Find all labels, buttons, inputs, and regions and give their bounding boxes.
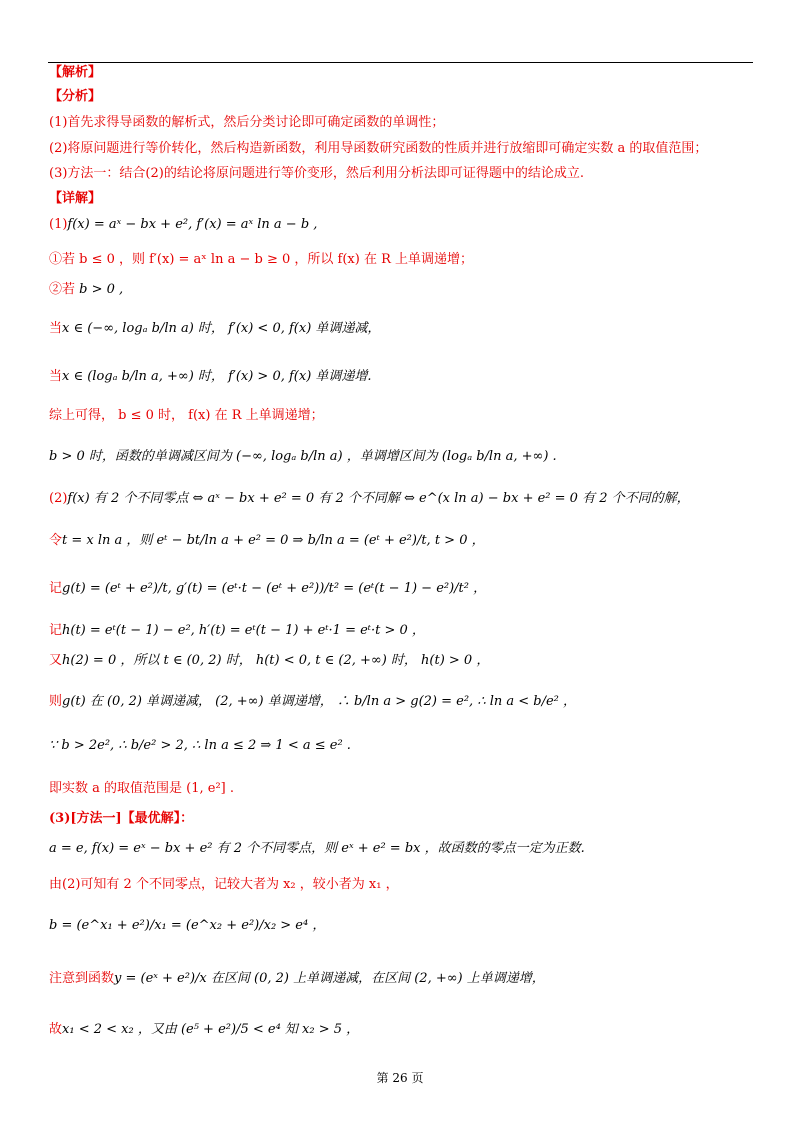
line-analysis-1 (49, 114, 444, 132)
line-g-monotone: 则g(t) 在 (0, 2) 单调递减， (2, +∞) 单调递增， ∴ b/ln a > g(2) = e², ∴ ln a < b/e² ， (49, 694, 577, 709)
line-text: (3)方法一：结合(2)的结论将原问题进行等价变形，然后利用分析法即可证得题中的结论成立. (49, 166, 584, 181)
line-increasing: 当x ∈ (logₐ b/ln a, +∞) 时， f′(x) > 0, f(x) 单调递增. (49, 369, 372, 384)
line-text: 【分析】 (49, 89, 102, 104)
line-case-2: ②若 b > 0 , (49, 282, 124, 297)
line-jiexi (49, 64, 101, 82)
line-intervals: b > 0 时，函数的单调减区间为 (−∞, logₐ b/ln a) ，单调增区间为 (logₐ b/ln a, +∞) . (49, 449, 557, 464)
line-y-monotone: 注意到函数y = (eˣ + e²)/x 在区间 (0, 2) 上单调递减，在区间 (2, +∞) 上单调递增， (49, 971, 545, 986)
line-part3-heading: (3)[方法一]【最优解】： (49, 811, 194, 826)
line-conclusion: 故x₁ < 2 < x₂ ，又由 (e⁵ + e²)/5 < e⁴ 知 x₂ > 5 ， (49, 1022, 360, 1037)
line-analysis-2 (49, 140, 707, 158)
line-text: (2)将原问题进行等价转化，然后构造新函数，利用导函数研究函数的性质并进行放缩即可确定实数 a 的取值范围； (49, 141, 708, 156)
line-text: 【详解】 (49, 191, 102, 206)
line-summary: 综上可得， b ≤ 0 时， f(x) 在 R 上单调递增； (49, 408, 324, 423)
line-analysis-3 (49, 165, 584, 183)
line-xiangjie (49, 190, 101, 208)
line-derivative: (1)f(x) = aˣ − bx + e², f′(x) = aˣ ln a − b , (49, 217, 318, 232)
line-h-def: 记h(t) = eᵗ(t − 1) − e², h′(t) = eᵗ(t − 1) + eᵗ·1 = eᵗ·t > 0 ， (49, 623, 425, 638)
line-range: 即实数 a 的取值范围是 (1, e²] . (49, 781, 234, 796)
line-text: (1)首先求得导函数的解析式，然后分类讨论即可确定函数的单调性； (49, 115, 445, 130)
line-fenxi (49, 88, 101, 106)
line-case-1: ①若 b ≤ 0 ，则 f′(x) = aˣ ln a − b ≥ 0 ，所以 f(x) 在 R 上单调递增； (49, 252, 473, 267)
top-rule (48, 62, 753, 63)
line-bound: ∵ b > 2e², ∴ b/e² > 2, ∴ ln a ≤ 2 ⇒ 1 < a ≤ e² . (49, 738, 351, 753)
page-footer: 第 26 页 (376, 1071, 424, 1085)
line-h-sign: 又h(2) = 0 ，所以 t ∈ (0, 2) 时， h(t) < 0, t ∈ (2, +∞) 时， h(t) > 0 ， (49, 653, 490, 668)
line-zeros: 由(2)可知有 2 个不同零点，记较大者为 x₂ ，较小者为 x₁ ， (49, 877, 399, 892)
line-part3-setup: a = e, f(x) = eˣ − bx + e² 有 2 个不同零点，则 eˣ + e² = bx ，故函数的零点一定为正数. (49, 841, 585, 856)
line-text: 【解析】 (49, 65, 102, 80)
line-b-expr: b = (e^x₁ + e²)/x₁ = (e^x₂ + e²)/x₂ > e⁴ ， (49, 918, 326, 933)
line-substitution: 令t = x ln a ，则 eᵗ − bt/ln a + e² = 0 ⇒ b/ln a = (eᵗ + e²)/t, t > 0 ， (49, 533, 485, 548)
line-g-def: 记g(t) = (eᵗ + e²)/t, g′(t) = (eᵗ·t − (eᵗ + e²))/t² = (eᵗ(t − 1) − e²)/t² ， (49, 581, 487, 596)
line-decreasing: 当x ∈ (−∞, logₐ b/ln a) 时， f′(x) < 0, f(x) 单调递减， (49, 321, 381, 336)
line-part2-equiv: (2)f(x) 有 2 个不同零点 ⇔ aˣ − bx + e² = 0 有 2 个不同解 ⇔ e^(x ln a) − bx + e² = 0 有 2 个不同的解， (49, 491, 690, 506)
